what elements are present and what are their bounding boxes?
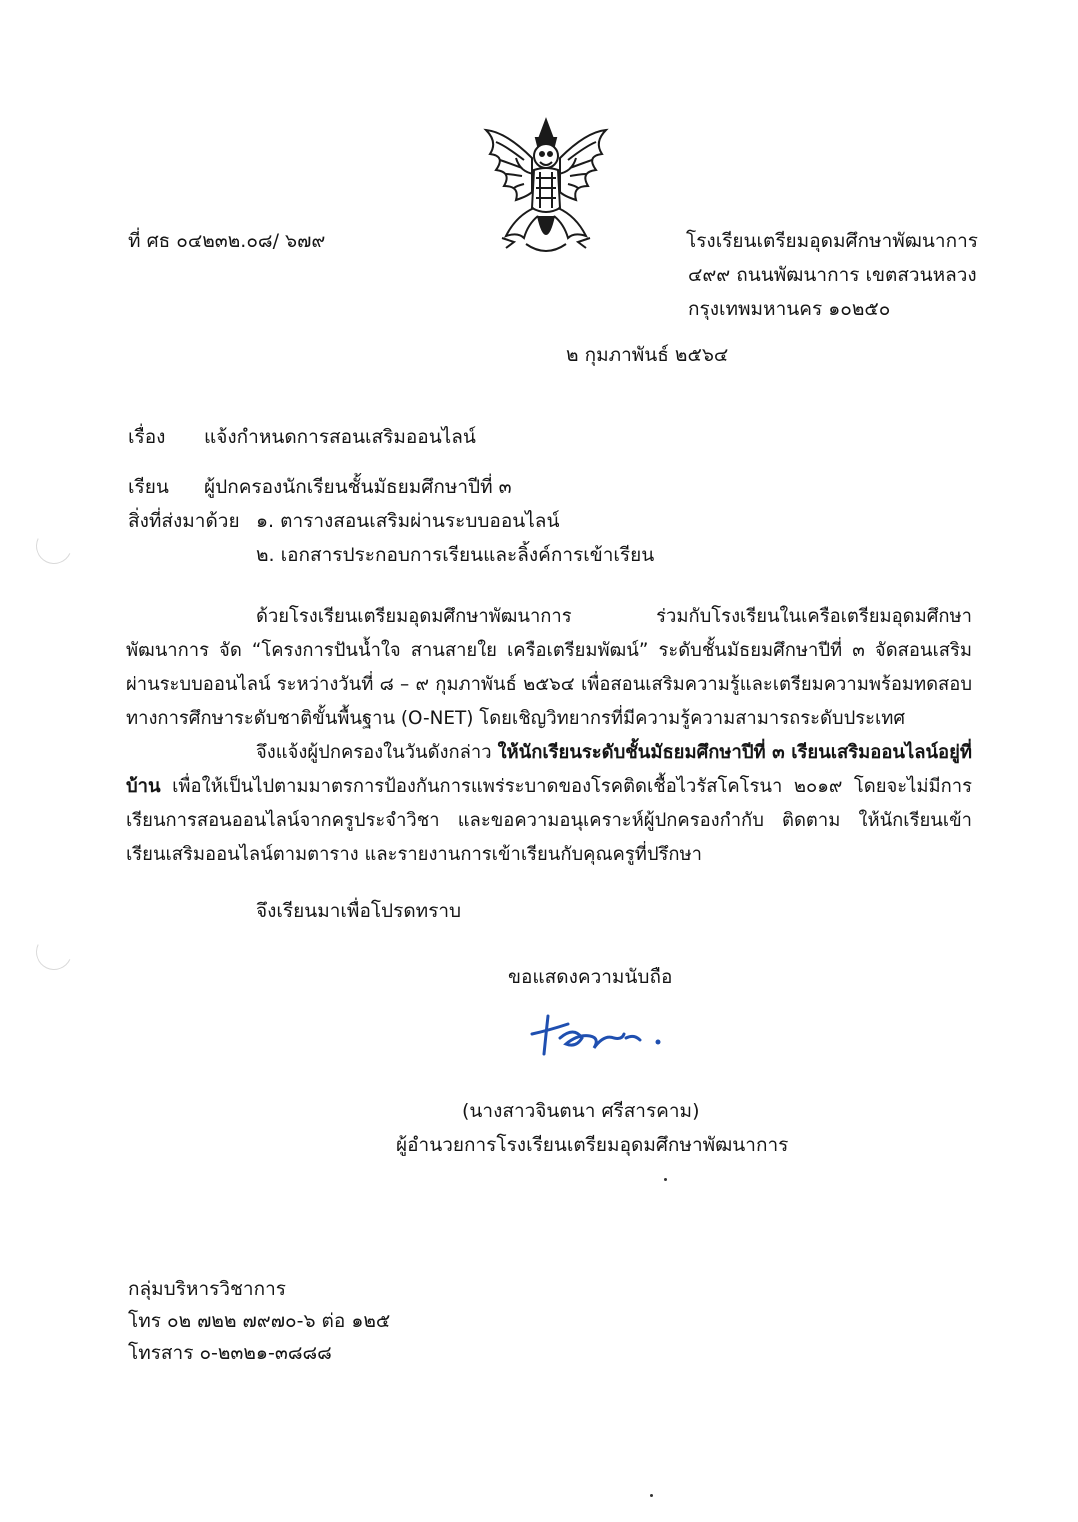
subject-label: เรื่อง (128, 426, 166, 448)
school-name: โรงเรียนเตรียมอุดมศึกษาพัฒนาการ (686, 230, 978, 252)
garuda-emblem-icon (476, 112, 616, 260)
scan-speck (650, 1494, 653, 1497)
enclosures-label: สิ่งที่ส่งมาด้วย (128, 510, 240, 532)
body-paragraph-2-emphasis: ให้นักเรียนระดับชั้นมัธยมศึกษาปีที่ ๓ เรียนเสริมออนไลน์อยู่ที่บ้าน (126, 742, 972, 797)
enclosure-item-1: ๑. ตารางสอนเสริมผ่านระบบออนไลน์ (256, 510, 560, 532)
scan-speck (664, 1178, 667, 1181)
letter-date: ๒ กุมภาพันธ์ ๒๕๖๔ (566, 344, 729, 366)
subject-text: แจ้งกำหนดการสอนเสริมออนไลน์ (204, 426, 476, 448)
signatory-position: ผู้อำนวยการโรงเรียนเตรียมอุดมศึกษาพัฒนาการ (396, 1134, 789, 1156)
punch-hole-top (31, 523, 77, 569)
footer-department: กลุ่มบริหารวิชาการ (128, 1278, 286, 1300)
school-address-line2: กรุงเทพมหานคร ๑๐๒๕๐ (688, 298, 891, 320)
signatory-name: (นางสาวจินตนา ศรีสารคาม) (462, 1100, 700, 1122)
punch-hole-bottom (31, 929, 77, 975)
body-paragraph-2-rest: เพื่อให้เป็นไปตามมาตรการป้องกันการแพร่ระบาดของโรคติดเชื้อไวรัสโคโรนา ๒๐๑๙ โดยจะไม่มีการเรียนการสอนออนไลน์จากครูประจำวิชา และขอความอนุเคราะห์ผู้ปกครองกำกับ ติดตาม ให้นักเรียนเข้าเรียนเสริมออนไลน์ตามตาราง และรายงานการเข้าเรียนกับคุณครูที่ปรึกษา (126, 776, 972, 865)
footer-fax: โทรสาร ๐-๒๓๒๑-๓๘๘๘ (128, 1342, 332, 1364)
handwritten-signature (530, 1004, 670, 1064)
closing-line: จึงเรียนมาเพื่อโปรดทราบ (256, 900, 462, 922)
document-number: ที่ ศธ ๐๔๒๓๒.๐๘/ ๖๗๙ (128, 230, 326, 252)
body-paragraph-2 (126, 736, 972, 872)
recipient-text: ผู้ปกครองนักเรียนชั้นมัธยมศึกษาปีที่ ๓ (204, 476, 512, 498)
body-paragraph-1-text: ด้วยโรงเรียนเตรียมอุดมศึกษาพัฒนาการ ร่วมกับโรงเรียนในเครือเตรียมอุดมศึกษาพัฒนาการ จัด “โครงการปันน้ำใจ สานสายใย เครือเตรียมพัฒน์” ระดับชั้นมัธยมศึกษาปีที่ ๓ จัดสอนเสริมผ่านระบบออนไลน์ ระหว่างวันที่ ๘ – ๙ กุมภาพันธ์ ๒๕๖๔ เพื่อสอนเสริมความรู้และเตรียมความพร้อมทดสอบทางการศึกษาระดับชาติขั้นพื้นฐาน (O-NET) โดยเชิญวิทยากรที่มีความรู้ความสามารถระดับประเทศ (126, 606, 972, 729)
footer-phone: โทร ๐๒ ๗๒๒ ๗๙๗๐-๖ ต่อ ๑๒๕ (128, 1310, 391, 1332)
body-paragraph-2-lead: จึงแจ้งผู้ปกครองในวันดังกล่าว (256, 742, 492, 763)
recipient-label: เรียน (128, 476, 169, 498)
enclosure-item-2: ๒. เอกสารประกอบการเรียนและลิ้งค์การเข้าเรียน (256, 544, 655, 566)
school-address-line1: ๔๙๙ ถนนพัฒนาการ เขตสวนหลวง (688, 264, 977, 286)
regards-line: ขอแสดงความนับถือ (508, 966, 673, 988)
body-paragraph-1 (126, 600, 972, 736)
